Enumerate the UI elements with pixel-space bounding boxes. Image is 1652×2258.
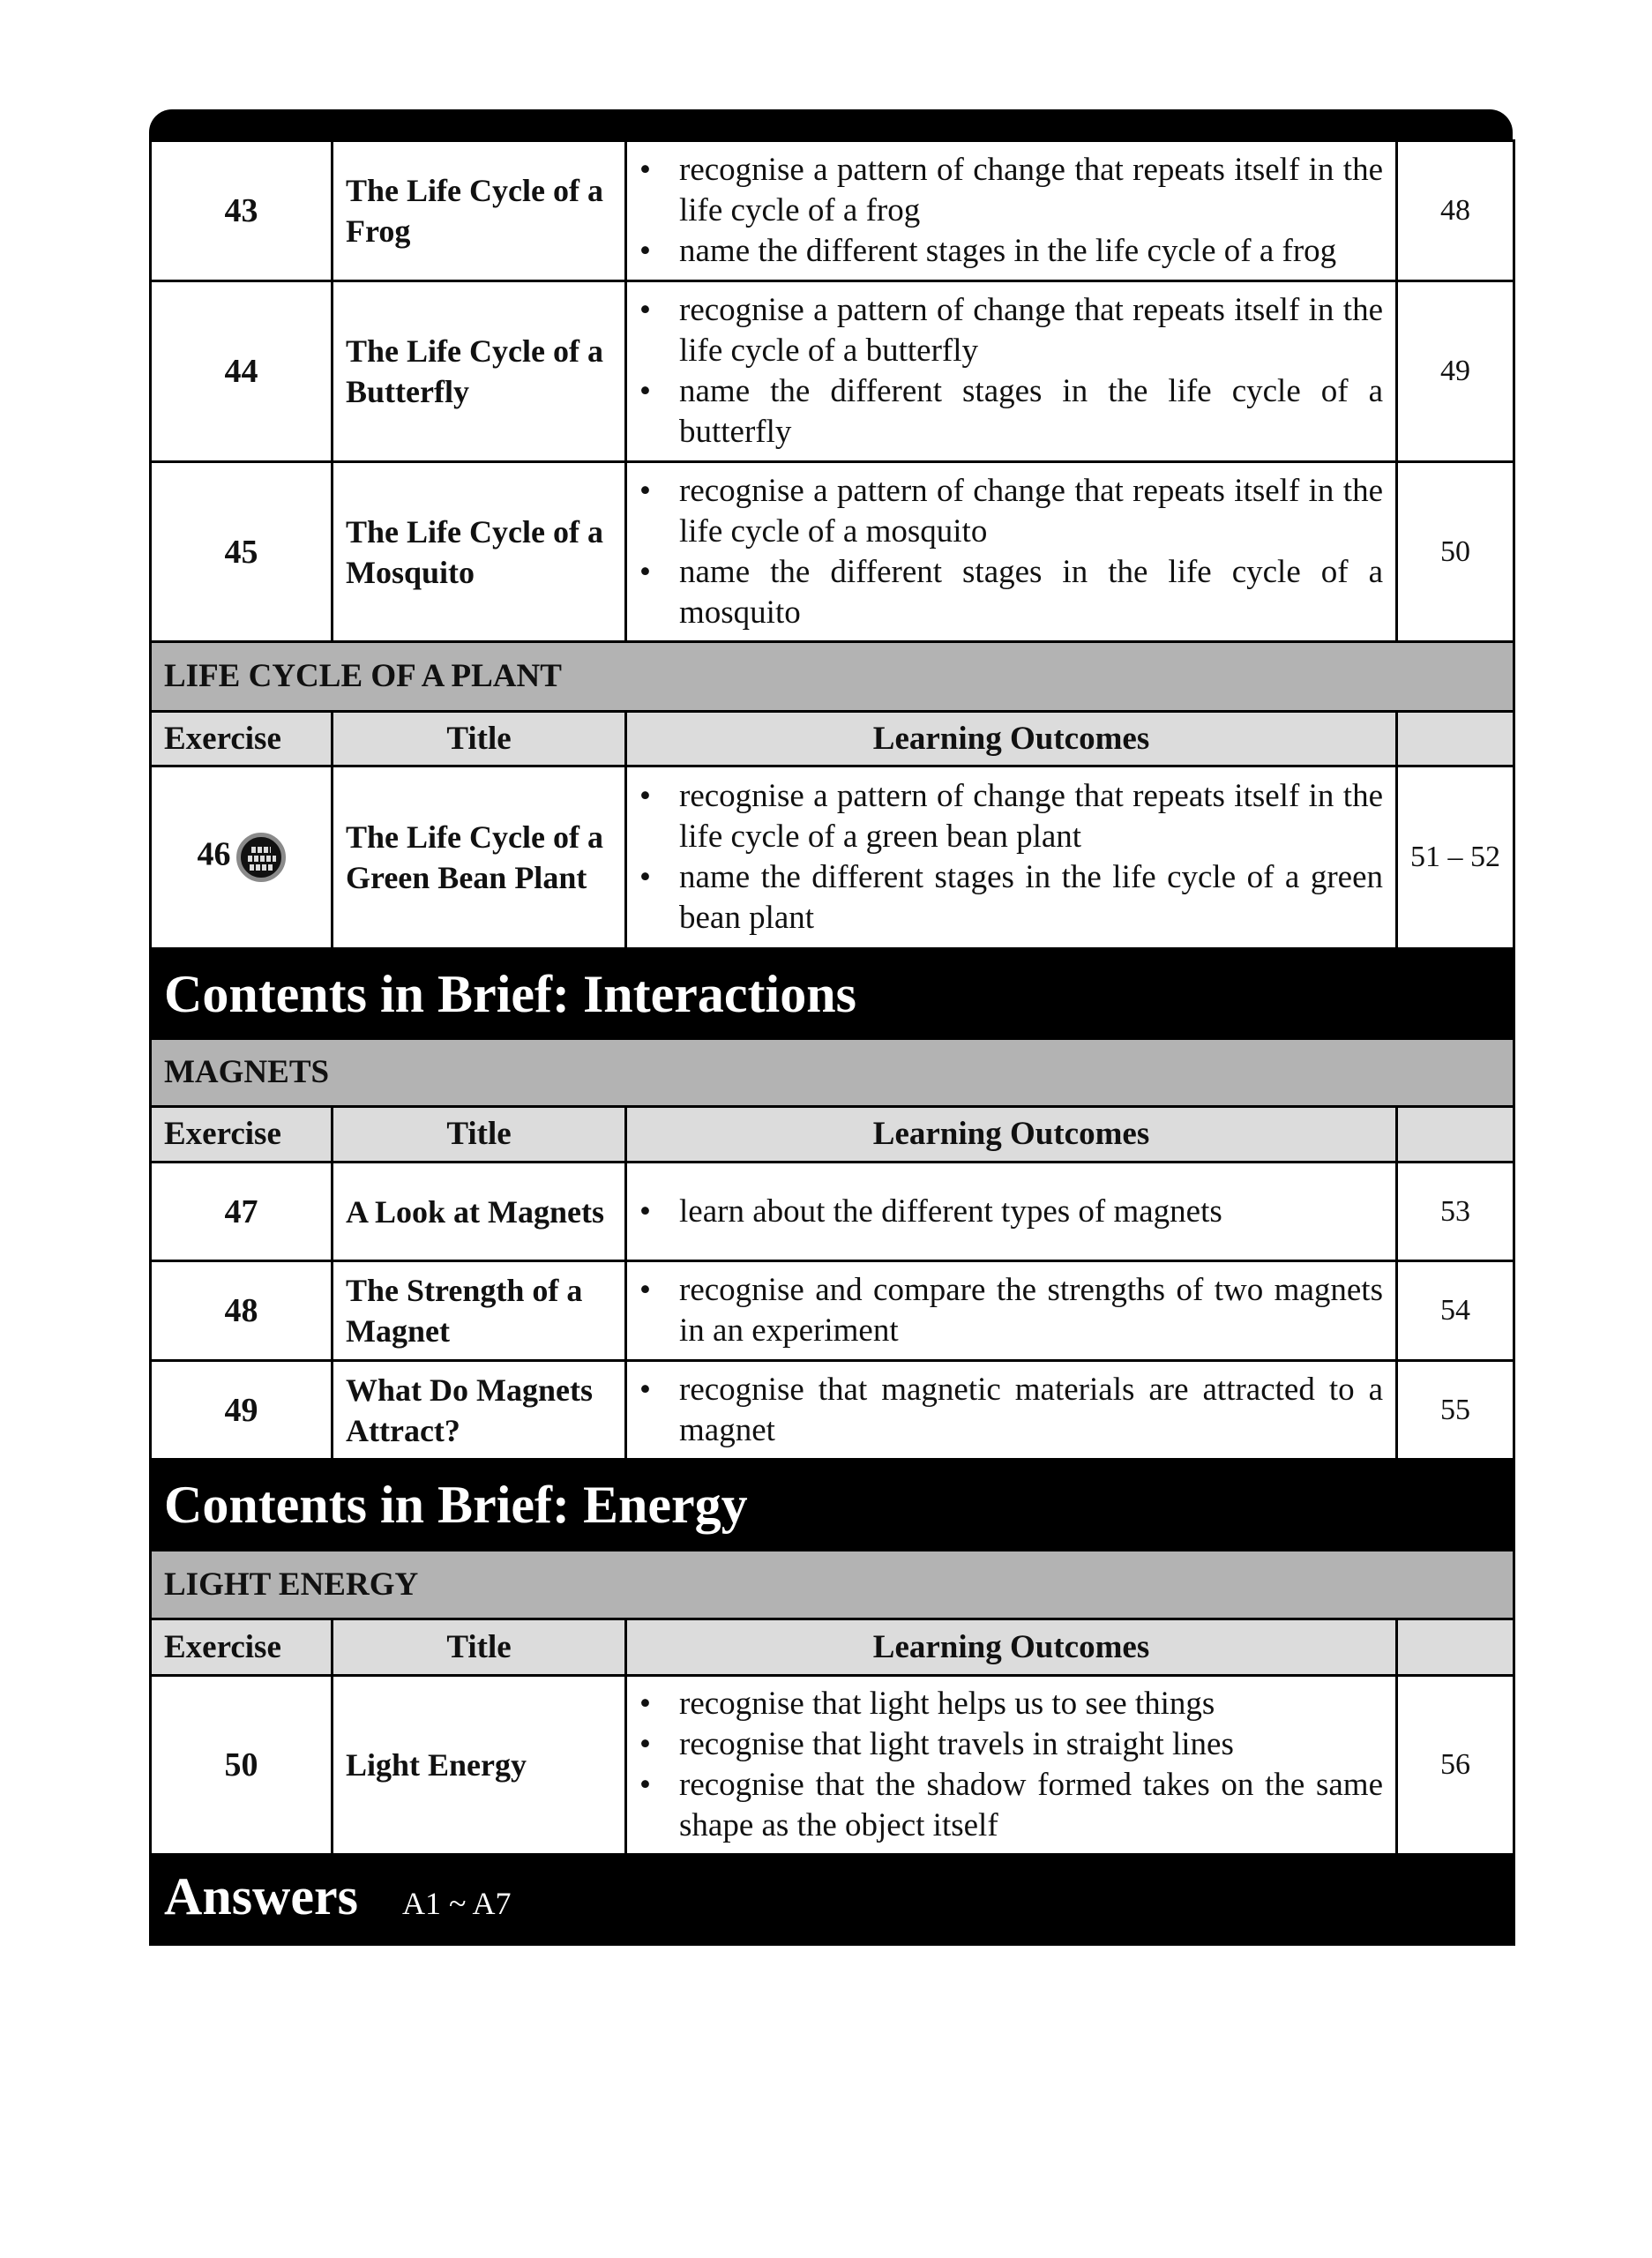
outcome-item: • recognise a pattern of change that repeats itself in the life cycle of a green bean plant xyxy=(639,776,1383,857)
outcome-item: • recognise that light helps us to see things xyxy=(639,1684,1383,1724)
answers-row xyxy=(151,1855,1514,1945)
answers-title: Answers xyxy=(164,1866,358,1925)
exercise-number: 47 xyxy=(151,1163,333,1261)
exercise-title: The Life Cycle of a Butterfly xyxy=(333,281,626,462)
header-outcomes: Learning Outcomes xyxy=(626,1107,1397,1163)
section-row xyxy=(151,642,1514,712)
exercise-title: A Look at Magnets xyxy=(333,1163,626,1261)
header-title: Title xyxy=(333,1107,626,1163)
outcome-item: • recognise and compare the strengths of two magnets in an experiment xyxy=(639,1270,1383,1351)
exercise-number: 48 xyxy=(151,1261,333,1361)
learning-outcomes xyxy=(626,1361,1397,1460)
section-row xyxy=(151,1039,1514,1107)
learning-outcomes xyxy=(626,1676,1397,1855)
table-row xyxy=(151,1261,1514,1361)
banner-row xyxy=(151,1460,1514,1551)
header-page xyxy=(1397,1107,1514,1163)
section-title: LIFE CYCLE OF A PLANT xyxy=(151,642,1514,712)
header-exercise: Exercise xyxy=(151,712,333,766)
table-row xyxy=(151,281,1514,462)
table-row xyxy=(151,141,1514,281)
exercise-title: Light Energy xyxy=(333,1676,626,1855)
outcome-item: • learn about the different types of magnets xyxy=(639,1192,1383,1232)
table-row xyxy=(151,1676,1514,1855)
header-title: Title xyxy=(333,1619,626,1676)
answers-cell xyxy=(151,1855,1514,1945)
header-page xyxy=(1397,1619,1514,1676)
header-outcomes: Learning Outcomes xyxy=(626,712,1397,766)
header-exercise: Exercise xyxy=(151,1107,333,1163)
exercise-cell xyxy=(151,766,333,949)
outcome-item: • name the different stages in the life cycle of a green bean plant xyxy=(639,857,1383,938)
exercise-number: 44 xyxy=(151,281,333,462)
section-title: MAGNETS xyxy=(151,1039,1514,1107)
banner-title: Contents in Brief: Interactions xyxy=(151,949,1514,1039)
outcome-item: • recognise that magnetic materials are attracted to a magnet xyxy=(639,1370,1383,1451)
page-number: 56 xyxy=(1397,1676,1514,1855)
page-number: 54 xyxy=(1397,1261,1514,1361)
outcome-item: • name the different stages in the life cycle of a butterfly xyxy=(639,371,1383,452)
table-row xyxy=(151,1163,1514,1261)
column-header-row xyxy=(151,1107,1514,1163)
column-header-row xyxy=(151,712,1514,766)
outcome-item: • name the different stages in the life cycle of a mosquito xyxy=(639,552,1383,633)
learning-outcomes xyxy=(626,1163,1397,1261)
exercise-title: The Life Cycle of a Green Bean Plant xyxy=(333,766,626,949)
learning-outcomes xyxy=(626,766,1397,949)
table-row xyxy=(151,462,1514,642)
outcome-item: • name the different stages in the life cycle of a frog xyxy=(639,231,1383,272)
exercise-number: 43 xyxy=(151,141,333,281)
learning-outcomes xyxy=(626,462,1397,642)
page-number: 48 xyxy=(1397,141,1514,281)
header-title: Title xyxy=(333,712,626,766)
banner-title: Contents in Brief: Energy xyxy=(151,1460,1514,1551)
page-number: 49 xyxy=(1397,281,1514,462)
outcome-item: • recognise a pattern of change that repeats itself in the life cycle of a butterfly xyxy=(639,290,1383,371)
page-number: 55 xyxy=(1397,1361,1514,1460)
header-exercise: Exercise xyxy=(151,1619,333,1676)
header-page xyxy=(1397,712,1514,766)
outcome-item: • recognise a pattern of change that repeats itself in the life cycle of a frog xyxy=(639,150,1383,231)
learning-outcomes xyxy=(626,141,1397,281)
table-row xyxy=(151,1361,1514,1460)
banner-row xyxy=(151,949,1514,1039)
answers-range: A1 ~ A7 xyxy=(402,1885,512,1921)
calculator-badge-icon xyxy=(236,833,286,882)
table-top-bar xyxy=(149,109,1513,141)
learning-outcomes xyxy=(626,1261,1397,1361)
exercise-title: The Life Cycle of a Mosquito xyxy=(333,462,626,642)
page-number: 53 xyxy=(1397,1163,1514,1261)
learning-outcomes xyxy=(626,281,1397,462)
outcome-item: • recognise a pattern of change that repeats itself in the life cycle of a mosquito xyxy=(639,471,1383,552)
exercise-title: What Do Magnets Attract? xyxy=(333,1361,626,1460)
contents-table xyxy=(149,139,1515,1946)
section-title: LIGHT ENERGY xyxy=(151,1551,1514,1619)
outcome-item: • recognise that light travels in straight lines xyxy=(639,1724,1383,1765)
exercise-title: The Life Cycle of a Frog xyxy=(333,141,626,281)
table-row xyxy=(151,766,1514,949)
column-header-row xyxy=(151,1619,1514,1676)
exercise-number: 45 xyxy=(151,462,333,642)
outcome-item: • recognise that the shadow formed takes on the same shape as the object itself xyxy=(639,1765,1383,1846)
exercise-number: 46 xyxy=(197,835,231,873)
section-row xyxy=(151,1551,1514,1619)
header-outcomes: Learning Outcomes xyxy=(626,1619,1397,1676)
exercise-title: The Strength of a Magnet xyxy=(333,1261,626,1361)
exercise-number: 50 xyxy=(151,1676,333,1855)
exercise-number: 49 xyxy=(151,1361,333,1460)
page-number: 51 – 52 xyxy=(1397,766,1514,949)
page-number: 50 xyxy=(1397,462,1514,642)
